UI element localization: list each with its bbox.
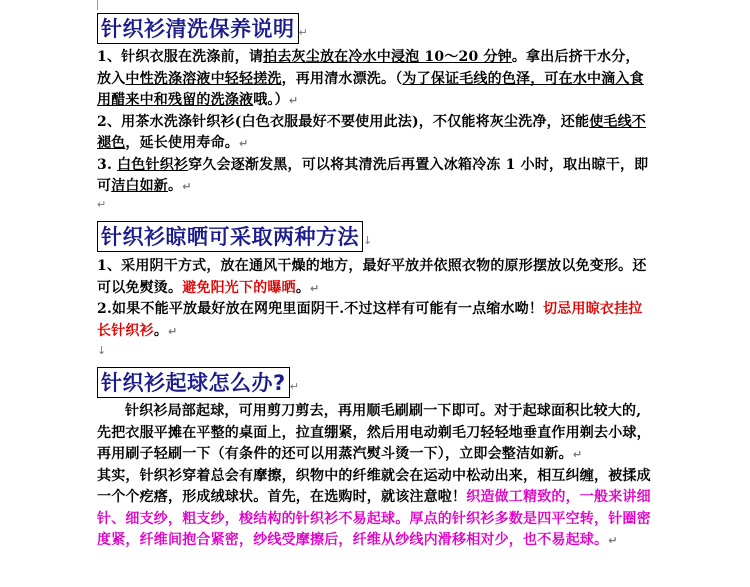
paragraph xyxy=(97,256,653,299)
text-run: 1、采用阴干方式，放在通风干燥的地方，最好平放并依照衣物的原形摆放以免变形。还可以免熨烫。 xyxy=(97,258,647,296)
text-run: 中性洗涤溶液中轻轻搓洗 xyxy=(125,70,282,87)
text-run: ，延长使用寿命。 xyxy=(125,135,240,151)
text-run: 洁白如新 xyxy=(111,178,169,194)
section-heading-row-1 xyxy=(97,13,308,44)
text-run: 穿久会逐渐发黑，可以将其清洗后再置入冰箱冷冻 1 小时，取出晾干，即可 xyxy=(97,156,649,194)
text-run: 哦。） xyxy=(253,92,289,108)
text-run: 1、针织衣服在洗涤前，请 xyxy=(97,49,264,65)
empty-paragraph-mark: ↓ xyxy=(97,344,107,357)
text-run: 织造做工精致的，一般来讲细针、细支纱，粗支纱，梭结构的针织衫不易起球。厚点的针织衫多数是四平空转，针圈密度紧，纤维间抱合紧密，纱线受摩擦后，纤维从纱线内滑移相对少，也不易起球。 xyxy=(97,489,651,548)
text-run: 。 xyxy=(168,178,183,194)
text-run: 3. xyxy=(97,156,118,173)
text-run: 拍去灰尘放在冷水中浸泡 10～20 分钟 xyxy=(263,49,512,65)
heading-mark: ↵ xyxy=(298,26,308,39)
paragraph-mark: ↵ xyxy=(608,534,618,547)
text-run: 2.如果不能平放最好放在网兜里面阴干.不过这样有可能有一点缩水呦！ xyxy=(97,301,544,317)
paragraph xyxy=(97,112,653,155)
heading-mark: ↓ xyxy=(363,234,373,247)
text-run: 2、用茶水洗涤针织衫(白色衣服最好不要使用此法)，不仅能将灰尘洗净，还能 xyxy=(97,113,590,130)
paragraph-mark: ↵ xyxy=(310,281,320,295)
paragraph xyxy=(97,155,653,198)
section-body-drying xyxy=(97,256,653,342)
text-run: 白色针织衫 xyxy=(117,156,189,173)
paragraph xyxy=(97,401,653,466)
text-run: 。 xyxy=(153,322,169,339)
text-run: 。 xyxy=(295,279,311,296)
section-body-pilling xyxy=(97,401,653,552)
text-run: 其实，针织衫穿着总会有摩擦，织物中的纤维就会在运动中松动出来，相互纠缠，被揉成一个个疙瘩，形成绒球状。首先，在选购时，就该注意啦！ xyxy=(97,467,651,505)
text-run: ，再用清水漂洗。（ xyxy=(281,70,403,87)
text-run: 避免阳光下的曝晒 xyxy=(182,279,296,296)
page-margin-line xyxy=(97,0,98,10)
section-heading-row-3 xyxy=(97,367,299,398)
text-run: 。拿出后挤干水分，放入 xyxy=(97,49,640,87)
section-title-care: 针织衫清洗保养说明 xyxy=(97,13,299,44)
paragraph-mark: ↵ xyxy=(572,448,583,461)
section-heading-row-2 xyxy=(97,221,372,252)
text-run: 为了保证毛线的色泽，可在水中滴入食用醋来中和残留的洗涤液 xyxy=(97,70,644,108)
paragraph-mark: ↵ xyxy=(288,94,299,107)
empty-paragraph-mark: ↵ xyxy=(97,198,107,211)
paragraph-mark: ↵ xyxy=(182,180,192,193)
text-run: 切忌用晾衣挂拉长针织衫 xyxy=(97,301,643,339)
paragraph xyxy=(97,47,653,112)
text-run: 使毛线不褪色 xyxy=(97,113,646,151)
paragraph xyxy=(97,466,653,552)
paragraph xyxy=(97,299,653,342)
section-title-pilling: 针织衫起球怎么办? xyxy=(97,367,290,398)
text-run: 针织衫局部起球，可用剪刀剪去，再用顺毛刷刷一下即可。对于起球面积比较大的,先把衣服平摊在平整的桌面上，拉直绷紧，然后用电动剃毛刀轻轻地垂直作用剃去小球，再用刷子轻刷一下（有条件的还可以用蒸汽熨斗烫一下），立即会整洁如新。 xyxy=(97,403,651,462)
heading-mark: ↵ xyxy=(289,380,299,393)
section-body-care xyxy=(97,47,653,198)
paragraph-mark: ↵ xyxy=(168,324,178,338)
section-title-drying: 针织衫晾晒可采取两种方法 xyxy=(97,221,363,252)
paragraph-mark: ↵ xyxy=(239,137,249,150)
